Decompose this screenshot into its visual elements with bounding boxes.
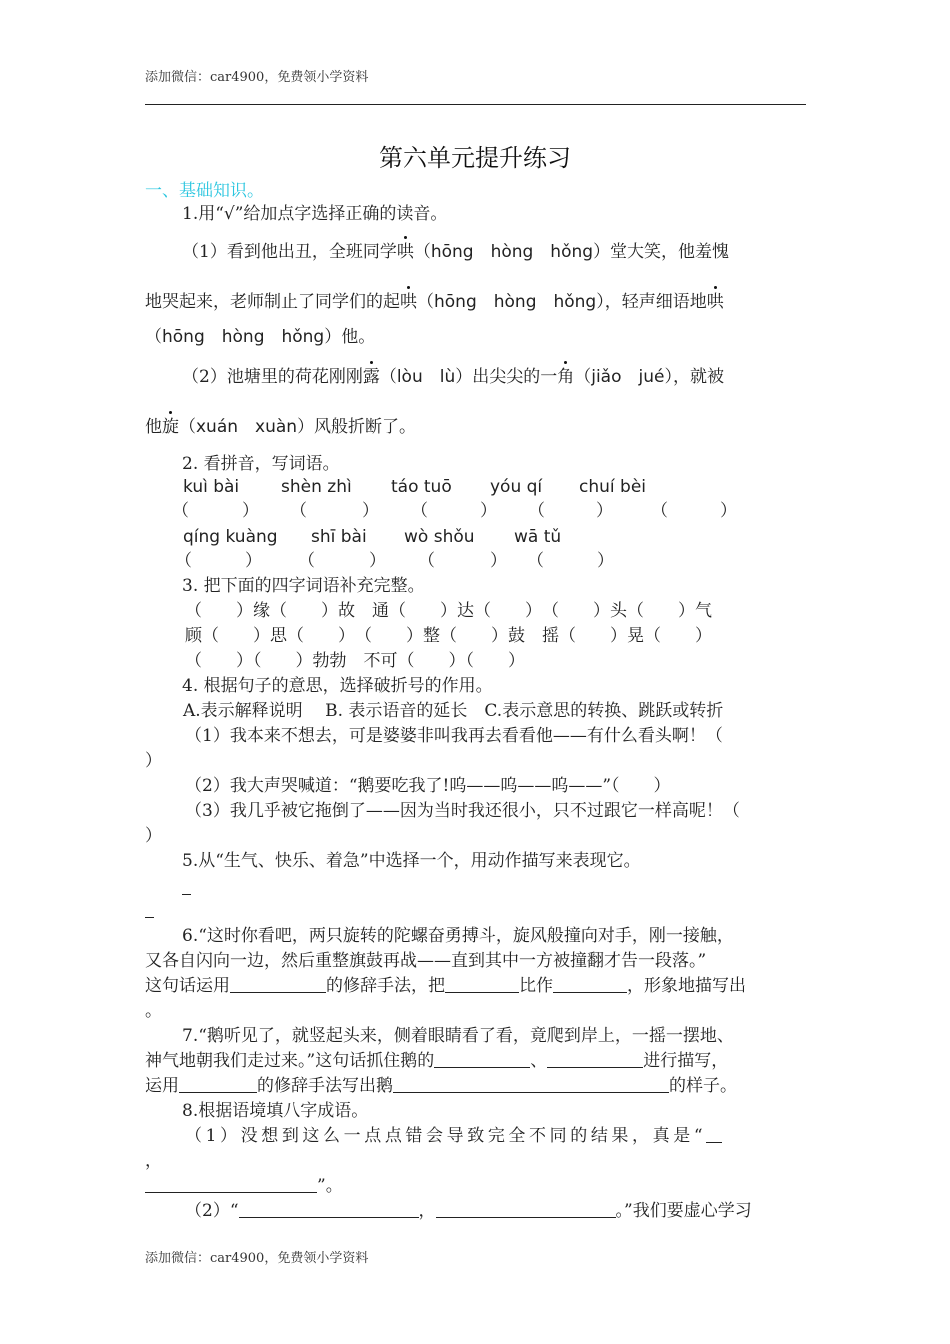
section-heading: 一、基础知识。	[145, 181, 264, 201]
q1-text: ），轻声细语地	[596, 292, 707, 312]
dotted-char-jiao: 角	[557, 367, 575, 387]
q5-answer-line[interactable]	[145, 917, 154, 918]
answer-paren-right: ）	[490, 551, 507, 571]
q7-text: 、	[530, 1051, 548, 1071]
q8-text: （1）没想到这么一点点错会导致完全不同的结果，真是“	[185, 1126, 707, 1146]
answer-paren-right: ）	[245, 551, 262, 571]
q1-sentence-1-line-2	[145, 291, 724, 313]
q1-text: 地哭起来，老师制止了同学们的起	[145, 292, 400, 312]
answer-paren-right: ）	[242, 501, 259, 521]
q1-text: （	[574, 367, 592, 387]
answer-paren-left: （	[298, 551, 315, 571]
q1-text: （1）看到他出丑，全班同学	[182, 242, 397, 262]
answer-blank[interactable]	[179, 1076, 257, 1093]
dotted-char-lu: 露	[362, 367, 380, 387]
pinyin-options: hōng hòng hǒng	[430, 242, 594, 262]
q6-line-3	[145, 975, 746, 997]
q2-prompt: 2. 看拼音，写词语。	[182, 454, 340, 474]
q7-line-1: 7.“鹅听见了，就竖起头来，侧着眼睛看了看，竟爬到岸上，一摇一摆地、	[182, 1026, 734, 1046]
q8-text: 。”我们要虚心学习	[615, 1201, 752, 1221]
answer-paren-right: ）	[597, 551, 614, 571]
dotted-char-hong: 哄	[396, 242, 414, 262]
answer-blank[interactable]	[445, 976, 519, 993]
q8-sentence-1-comma: ，	[145, 1151, 162, 1171]
pinyin-options: hōng hòng hǒng	[162, 327, 325, 347]
q4-options: A.表示解释说明 B. 表示语音的延长 C.表示意思的转换、跳跃或转折	[183, 701, 724, 721]
q7-text: 的样子。	[669, 1076, 737, 1096]
q1-sentence-2-line-1	[182, 366, 724, 388]
q8-prompt: 8.根据语境填八字成语。	[182, 1101, 369, 1121]
q4-sentence-3-end: ）	[145, 826, 162, 846]
q1-text: ），就被	[664, 367, 724, 387]
q4-sentence-1: （1）我本来不想去，可是婆婆非叫我再去看看他——有什么看头啊！（	[185, 726, 723, 746]
pinyin-word: wò shǒu	[404, 527, 475, 547]
q3-prompt: 3. 把下面的四字词语补充完整。	[182, 576, 425, 596]
q6-line-1: 6.“这时你看吧，两只旋转的陀螺奋勇搏斗，旋风般撞向对手，刚一接触，	[182, 926, 734, 946]
q8-text: ”。	[317, 1176, 343, 1196]
dotted-char-hong: 哄	[400, 292, 417, 312]
q1-text: ）他。	[324, 327, 376, 347]
q4-sentence-3: （3）我几乎被它拖倒了——因为当时我还很小，只不过跟它一样高呢！（	[185, 801, 740, 821]
q1-sentence-1-line-1	[182, 241, 729, 263]
q1-text: ）出尖尖的一	[455, 367, 558, 387]
q1-text: （2）池塘里的荷花刚刚	[182, 367, 363, 387]
answer-blank[interactable]	[434, 1051, 530, 1068]
q6-line-2: 又各自闪向一边，然后重整旗鼓再战——直到其中一方被撞翻才告一段落。”	[145, 951, 707, 971]
q8-sentence-1-line-3	[145, 1175, 343, 1197]
page-header-note: 添加微信：car4900，免费领小学资料	[145, 70, 369, 85]
q3-line-3: （ ）（ ）勃勃 不可（ ）（ ）	[185, 651, 525, 671]
q1-text: 他	[145, 417, 162, 437]
q8-text: （2）“	[185, 1201, 239, 1221]
answer-paren-right: ）	[596, 501, 613, 521]
pinyin-word: qíng kuàng	[183, 527, 278, 547]
answer-blank[interactable]	[239, 1201, 419, 1218]
q1-sentence-2-line-2	[145, 416, 416, 438]
q3-line-2: 顾（ ）思（ ） （ ）整（ ）鼓 摇（ ）晃（ ）	[185, 626, 712, 646]
answer-paren-right: ）	[720, 501, 737, 521]
pinyin-word: kuì bài	[183, 477, 240, 497]
answer-paren-left: （	[290, 501, 307, 521]
q7-text: 进行描写，	[643, 1051, 729, 1071]
answer-paren-left: （	[175, 551, 192, 571]
pinyin-options: lòu lù	[396, 367, 456, 387]
q7-text: 神气地朝我们走过来。”这句话抓住鹅的	[145, 1051, 435, 1071]
pinyin-options: xuán xuàn	[196, 417, 298, 437]
q8-sentence-2	[185, 1200, 752, 1222]
q1-text: （	[413, 242, 431, 262]
q6-text: 这句话运用	[145, 976, 230, 996]
header-divider	[145, 104, 806, 105]
q4-sentence-2: （2）我大声哭喊道：“鹅要吃我了!呜——呜——呜——”（ ）	[185, 776, 671, 796]
pinyin-word: wā tǔ	[514, 527, 562, 547]
q6-line-4: 。	[145, 1001, 162, 1021]
q4-sentence-1-end: ）	[145, 751, 162, 771]
q1-text: （	[145, 327, 162, 347]
answer-paren-left: （	[527, 551, 544, 571]
dotted-char-hong: 哄	[706, 292, 724, 312]
pinyin-word: chuí bèi	[579, 477, 646, 497]
answer-paren-left: （	[528, 501, 545, 521]
q1-prompt: 1.用“√”给加点字选择正确的读音。	[182, 204, 448, 224]
pinyin-word: shī bài	[311, 527, 367, 547]
q1-text: （	[379, 367, 397, 387]
answer-blank[interactable]	[393, 1076, 669, 1093]
q8-text: ，	[418, 1201, 436, 1221]
q6-text: 的修辞手法，把	[326, 976, 445, 996]
page-title: 第六单元提升练习	[379, 144, 571, 172]
answer-paren-left: （	[411, 501, 428, 521]
q8-sentence-1	[185, 1125, 722, 1147]
answer-paren-right: ）	[362, 501, 379, 521]
q7-text: 的修辞手法写出鹅	[257, 1076, 393, 1096]
q1-text: （	[417, 292, 434, 312]
q5-answer-line[interactable]	[182, 894, 191, 895]
q1-text: ）堂大笑，他羞愧	[593, 242, 730, 262]
q7-text: 运用	[145, 1076, 179, 1096]
q3-line-1: （ ）缘（ ）故 通（ ）达（ ） （ ）头（ ）气	[185, 601, 712, 621]
dotted-char-xuan: 旋	[162, 417, 179, 437]
answer-blank[interactable]	[553, 976, 627, 993]
q6-text: 比作	[519, 976, 553, 996]
answer-blank[interactable]	[230, 976, 326, 993]
pinyin-word: shèn zhì	[281, 477, 352, 497]
pinyin-word: yóu qí	[490, 477, 543, 497]
q5-prompt: 5.从“生气、快乐、着急”中选择一个，用动作描写来表现它。	[182, 851, 641, 871]
answer-blank[interactable]	[145, 1176, 317, 1193]
answer-paren-right: ）	[369, 551, 386, 571]
answer-paren-left: （	[172, 501, 189, 521]
q6-text: ，形象地描写出	[627, 976, 746, 996]
answer-blank[interactable]	[547, 1051, 643, 1068]
answer-paren-left: （	[651, 501, 668, 521]
answer-paren-right: ）	[480, 501, 497, 521]
q1-text: （	[179, 417, 196, 437]
answer-blank[interactable]	[706, 1126, 722, 1143]
q4-prompt: 4. 根据句子的意思，选择破折号的作用。	[182, 676, 493, 696]
q7-line-3	[145, 1075, 737, 1097]
pinyin-options: jiǎo jué	[591, 367, 665, 387]
answer-blank[interactable]	[436, 1201, 616, 1218]
q1-sentence-1-line-3	[145, 326, 375, 348]
q1-text: ）风般折断了。	[297, 417, 417, 437]
pinyin-word: táo tuō	[391, 477, 452, 497]
page-footer-note: 添加微信：car4900，免费领小学资料	[145, 1251, 369, 1266]
pinyin-options: hōng hòng hǒng	[434, 292, 597, 312]
answer-paren-left: （	[418, 551, 435, 571]
q7-line-2	[145, 1050, 728, 1072]
